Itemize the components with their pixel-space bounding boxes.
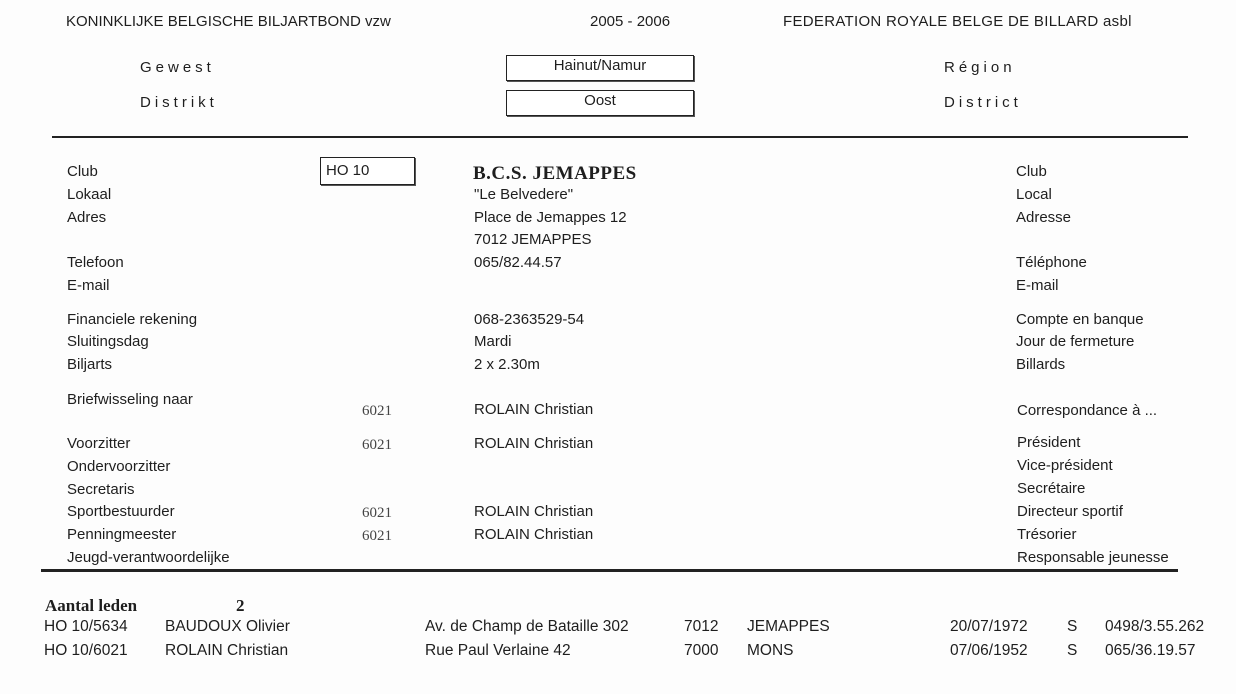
- official-member-number: 6021: [362, 437, 392, 453]
- official-role-fr: Président: [1017, 434, 1081, 451]
- official-name: ROLAIN Christian: [474, 401, 594, 418]
- official-role-fr: Secrétaire: [1017, 480, 1086, 497]
- member-id: HO 10/5634: [44, 618, 128, 635]
- club-row-label-fr: Club: [1016, 163, 1047, 180]
- official-member-number: 6021: [362, 505, 392, 521]
- club-row-label-nl: Club: [67, 163, 98, 180]
- member-city: JEMAPPES: [747, 618, 830, 635]
- season: 2005 - 2006: [590, 13, 671, 30]
- official-role-nl: Penningmeester: [67, 526, 177, 543]
- club-row-label-fr: Local: [1016, 186, 1052, 203]
- club-row-label-nl: Biljarts: [67, 356, 113, 373]
- official-role-nl: Ondervoorzitter: [67, 458, 171, 475]
- official-role-nl: Secretaris: [67, 481, 135, 498]
- official-role-nl: Jeugd-verantwoordelijke: [67, 549, 230, 566]
- club-row-value: 068-2363529-54: [474, 311, 585, 328]
- org-name-fr: FEDERATION ROYALE BELGE DE BILLARD asbl: [783, 13, 1132, 30]
- member-id: HO 10/6021: [44, 642, 128, 659]
- club-row-label-nl: Sluitingsdag: [67, 333, 149, 350]
- org-name-nl: KONINKLIJKE BELGISCHE BILJARTBOND vzw: [66, 13, 391, 30]
- member-zip: 7000: [684, 642, 719, 659]
- official-role-nl: Voorzitter: [67, 435, 131, 452]
- member-name: BAUDOUX Olivier: [165, 618, 290, 635]
- divider-bottom: [41, 569, 1178, 572]
- club-row-label-nl: Telefoon: [67, 254, 124, 271]
- club-name: B.C.S. JEMAPPES: [473, 163, 637, 184]
- district-field: Oost: [506, 90, 694, 116]
- club-row-value: Place de Jemappes 12: [474, 209, 627, 226]
- region-label-fr: Région: [944, 59, 1016, 76]
- official-name: ROLAIN Christian: [474, 435, 594, 452]
- member-category: S: [1067, 642, 1078, 659]
- official-role-fr: Correspondance à ...: [1017, 402, 1158, 419]
- official-role-nl: Briefwisseling naar: [67, 391, 193, 408]
- district-label-nl: Distrikt: [140, 94, 218, 111]
- district-label-fr: District: [944, 94, 1022, 111]
- member-count: 2: [236, 596, 245, 615]
- club-row-label-fr: Billards: [1016, 356, 1066, 373]
- club-row-label-nl: Financiele rekening: [67, 311, 198, 328]
- divider-top: [52, 136, 1188, 138]
- region-field: Hainut/Namur: [506, 55, 694, 81]
- official-name: ROLAIN Christian: [474, 503, 594, 520]
- member-phone: 065/36.19.57: [1105, 642, 1196, 659]
- club-row-label-fr: Jour de fermeture: [1016, 333, 1135, 350]
- club-row-label-nl: Lokaal: [67, 186, 112, 203]
- official-member-number: 6021: [362, 403, 392, 419]
- official-role-fr: Vice-président: [1017, 457, 1113, 474]
- club-row-value: "Le Belvedere": [474, 186, 574, 203]
- club-row-value: Mardi: [474, 333, 512, 350]
- club-row-label-nl: Adres: [67, 209, 107, 226]
- member-zip: 7012: [684, 618, 719, 635]
- club-row-value: 2 x 2.30m: [474, 356, 540, 373]
- club-row-label-fr: Téléphone: [1016, 254, 1087, 271]
- official-role-fr: Directeur sportif: [1017, 503, 1123, 520]
- official-role-nl: Sportbestuurder: [67, 503, 175, 520]
- member-street: Rue Paul Verlaine 42: [425, 642, 571, 659]
- official-role-fr: Trésorier: [1017, 526, 1077, 543]
- official-name: ROLAIN Christian: [474, 526, 594, 543]
- club-row-label-fr: E-mail: [1016, 277, 1059, 294]
- member-name: ROLAIN Christian: [165, 642, 289, 659]
- club-row-label-fr: Compte en banque: [1016, 311, 1144, 328]
- club-row-label-fr: Adresse: [1016, 209, 1072, 226]
- region-label-nl: Gewest: [140, 59, 215, 76]
- member-count-label: Aantal leden: [45, 596, 138, 615]
- club-row-label-nl: E-mail: [67, 277, 110, 294]
- member-category: S: [1067, 618, 1078, 635]
- club-code-field: HO 10: [320, 157, 415, 185]
- club-row-value: 065/82.44.57: [474, 254, 562, 271]
- official-role-fr: Responsable jeunesse: [1017, 549, 1169, 566]
- member-phone: 0498/3.55.262: [1105, 618, 1205, 635]
- member-city: MONS: [747, 642, 794, 659]
- member-dob: 20/07/1972: [950, 618, 1028, 635]
- member-street: Av. de Champ de Bataille 302: [425, 618, 629, 635]
- official-member-number: 6021: [362, 528, 392, 544]
- member-dob: 07/06/1952: [950, 642, 1028, 659]
- club-row-value: 7012 JEMAPPES: [474, 231, 592, 248]
